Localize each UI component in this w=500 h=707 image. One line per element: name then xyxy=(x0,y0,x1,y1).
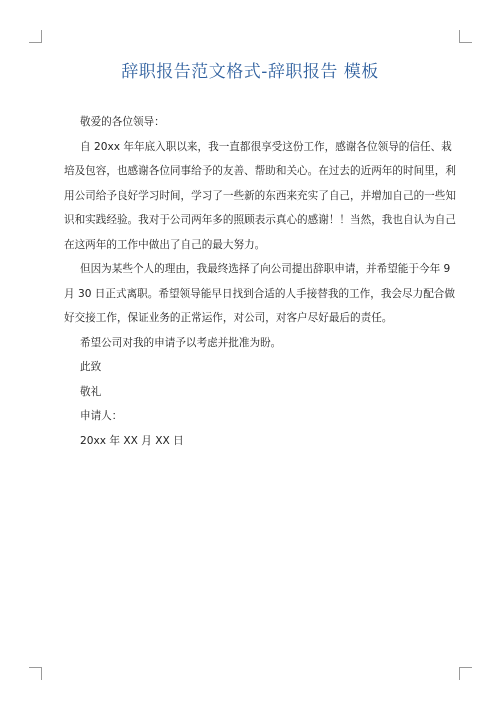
paragraph-3: 希望公司对我的申请予以考虑并批准为盼。 xyxy=(80,336,282,349)
applicant-label: 申请人： xyxy=(80,410,123,422)
paragraph-2-line: 月 30 日正式离职。希望领导能早日找到合适的人手接替我的工作，我会尽力配合做 xyxy=(64,287,455,300)
closing-salute: 敬礼 xyxy=(80,385,102,398)
paragraph-2-line: 好交接工作，保证业务的正常运作，对公司，对客户尽好最后的责任。 xyxy=(64,312,393,324)
crop-mark-top-left xyxy=(29,30,42,43)
crop-mark-top-right xyxy=(459,30,472,43)
paragraph-1-line: 用公司给予良好学习时间，学习了一些新的东西来充实了自己，并增加自己的一些知 xyxy=(64,189,456,202)
paragraph-2-line: 但因为某些个人的理由，我最终选择了向公司提出辞职申请，并希望能于今年 9 xyxy=(80,263,451,275)
crop-mark-bottom-left xyxy=(29,667,42,680)
document-body xyxy=(64,110,456,453)
paragraph-1-line: 自 20xx 年年底入职以来，我一直都很享受这份工作，感谢各位领导的信任、栽 xyxy=(80,140,452,153)
closing-regards: 此致 xyxy=(80,361,102,373)
paragraph-2 xyxy=(64,257,455,331)
date-line: 20xx 年 XX 月 XX 日 xyxy=(80,434,184,447)
document-title: 辞职报告范文格式-辞职报告 模板 xyxy=(121,62,379,82)
salutation: 敬爱的各位领导： xyxy=(80,116,165,128)
paragraph-1-line: 识和实践经验。我对于公司两年多的照顾表示真心的感谢！！当然，我也自认为自己 xyxy=(64,214,456,226)
crop-mark-bottom-right xyxy=(459,667,472,680)
paragraph-1 xyxy=(64,135,456,258)
paragraph-1-line: 在这两年的工作中做出了自己的最大努力。 xyxy=(64,238,266,251)
paragraph-1-line: 培及包容，也感谢各位同事给予的友善、帮助和关心。在过去的近两年的时间里，利 xyxy=(64,165,456,177)
